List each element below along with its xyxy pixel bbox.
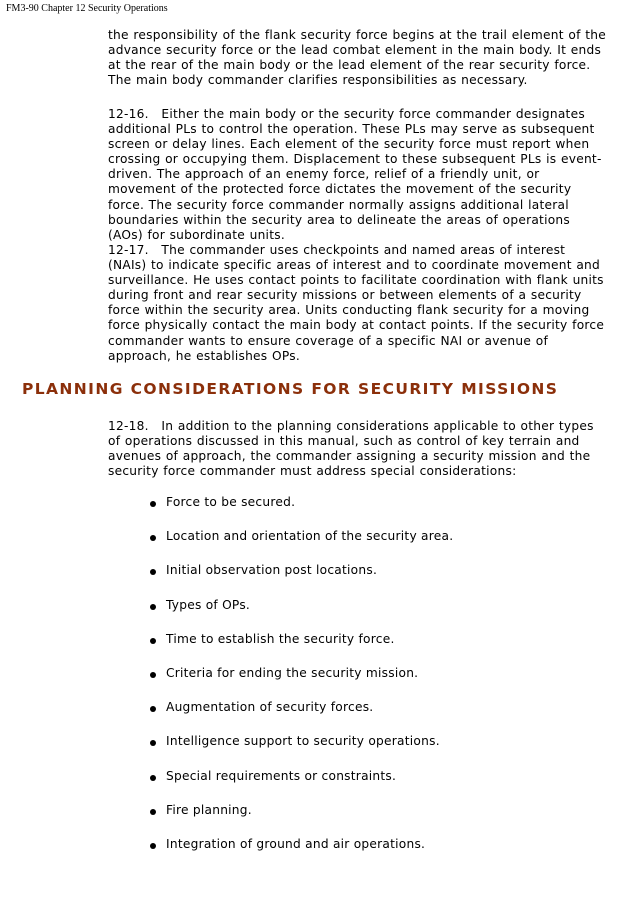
paragraph-text: Either the main body or the security force commander designates additional PLs to control the operation. These PLs may serve as subsequent screen or delay lines. Each element of the security force must report when crossing or occupying them. Displacement to these subsequent PLs is event-driven. The approach of an enemy force, relief of a friendly unit, or movement of the protected force dictates the movement of the security force. The security force commander normally assigns additional lateral boundaries within the security area to delineate the areas of operations (AOs) for subordinate units.	[108, 107, 602, 242]
paragraph-continuation	[108, 28, 608, 88]
considerations-list	[148, 494, 453, 870]
list-item-text: Criteria for ending the security mission.	[166, 665, 419, 680]
bullet-icon	[150, 535, 156, 541]
paragraph-text: In addition to the planning considerations applicable to other types of operations discussed in this manual, such as control of key terrain and avenues of approach, the commander assigning a security mission and the security force commander must address special considerations:	[108, 419, 594, 479]
paragraph-number: 12-16.	[108, 107, 149, 121]
paragraph-12-17	[108, 243, 608, 364]
paragraph-number: 12-17.	[108, 243, 149, 257]
list-item-text: Initial observation post locations.	[166, 563, 378, 578]
paragraph-12-18	[108, 419, 608, 479]
list-item-text: Time to establish the security force.	[166, 631, 395, 646]
section-heading: PLANNING CONSIDERATIONS FOR SECURITY MISSIONS	[22, 380, 559, 398]
paragraph-12-16	[108, 107, 608, 243]
list-item	[148, 562, 453, 596]
list-item-text: Location and orientation of the security area.	[166, 529, 454, 544]
list-item	[148, 528, 453, 562]
list-item	[148, 665, 453, 699]
list-item	[148, 699, 453, 733]
bullet-icon	[150, 775, 156, 781]
list-item	[148, 631, 453, 665]
bullet-icon	[150, 501, 156, 507]
list-item	[148, 768, 453, 802]
list-item	[148, 802, 453, 836]
paragraph-text: The commander uses checkpoints and named areas of interest (NAIs) to indicate specific areas of interest and to coordinate movement and surveillance. He uses contact points to facilitate coordination with flank units during front and rear security missions or between elements of a security force within the security area. Units conducting flank security for a moving force physically contact the main body at contact points. If the security force commander wants to ensure coverage of a specific NAI or avenue of approach, he establishes OPs.	[108, 243, 605, 363]
list-item-text: Integration of ground and air operations.	[166, 836, 426, 851]
bullet-icon	[150, 809, 156, 815]
paragraph-text: the responsibility of the flank security force begins at the trail element of the advance security force or the lead combat element in the main body. It ends at the rear of the main body or the lead element of the rear security force. The main body commander clarifies responsibilities as necessary.	[108, 28, 606, 88]
bullet-icon	[150, 706, 156, 712]
list-item-text: Types of OPs.	[166, 597, 251, 612]
list-item-text: Force to be secured.	[166, 495, 296, 509]
list-item-text: Augmentation of security forces.	[166, 700, 374, 715]
list-item-text: Fire planning.	[166, 802, 252, 817]
bullet-icon	[150, 843, 156, 849]
list-item	[148, 494, 453, 528]
paragraph-number: 12-18.	[108, 419, 149, 433]
bullet-icon	[150, 740, 156, 746]
bullet-icon	[150, 638, 156, 644]
bullet-icon	[150, 569, 156, 575]
list-item	[148, 597, 453, 631]
list-item-text: Special requirements or constraints.	[166, 768, 397, 783]
list-item-text: Intelligence support to security operations.	[166, 734, 440, 749]
bullet-icon	[150, 672, 156, 678]
list-item	[148, 836, 453, 870]
running-header: FM3-90 Chapter 12 Security Operations	[6, 3, 168, 14]
bullet-icon	[150, 604, 156, 610]
list-item	[148, 733, 453, 767]
